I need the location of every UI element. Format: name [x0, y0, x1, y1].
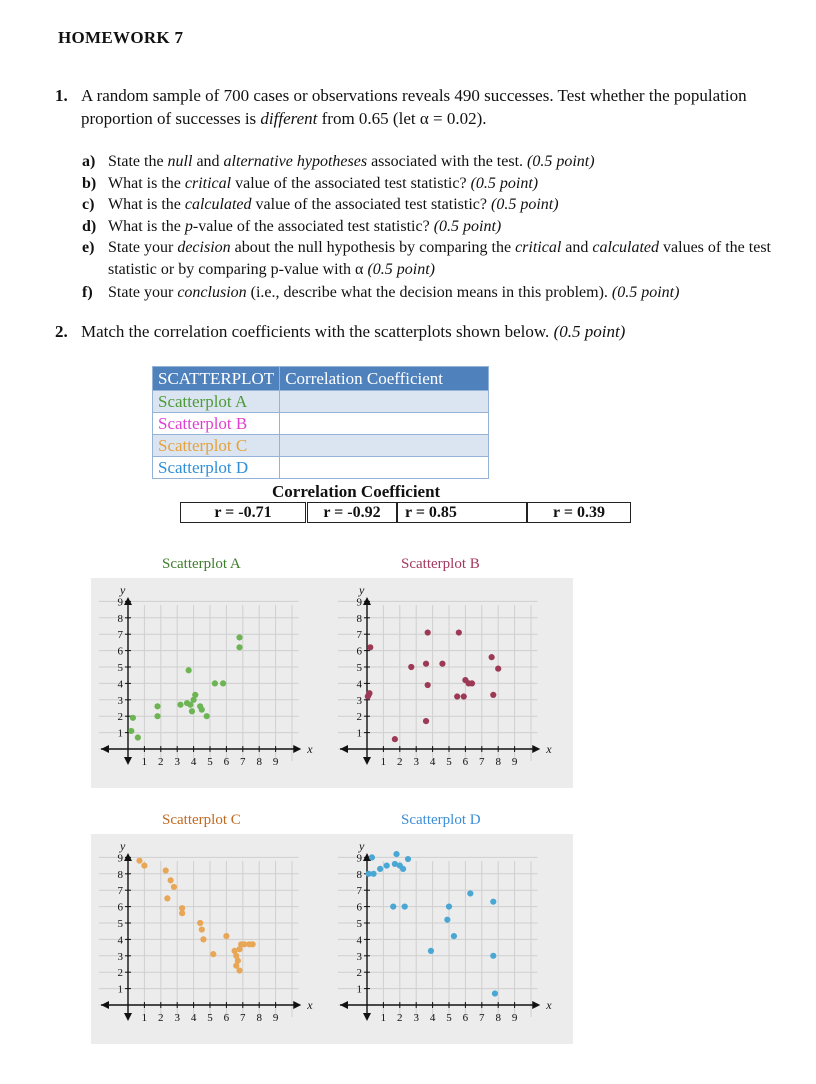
data-point [135, 734, 141, 740]
table-row [153, 413, 489, 435]
data-point [492, 990, 498, 996]
page-title: HOMEWORK 7 [58, 28, 184, 47]
y-tick-label: 1 [356, 983, 362, 996]
y-tick-label: 4 [117, 934, 123, 947]
y-tick-label: 8 [356, 868, 362, 881]
data-point [490, 692, 496, 698]
y-tick-label: 6 [356, 901, 362, 914]
option-r-085: r = 0.85 [397, 502, 527, 523]
data-point [469, 680, 475, 686]
data-point [495, 666, 501, 672]
x-tick-label: 6 [462, 756, 469, 768]
data-point [212, 680, 218, 686]
data-point [370, 871, 376, 877]
x-tick-label: 1 [141, 756, 148, 768]
scatterplot-a [91, 578, 334, 788]
x-tick-label: 8 [495, 756, 501, 768]
data-point [369, 854, 375, 860]
y-tick-label: 9 [356, 852, 362, 865]
data-point [461, 693, 467, 699]
scatterplot-c-title: Scatterplot C [162, 812, 241, 828]
data-point [177, 702, 183, 708]
part-b: b) What is the critical value of the associated test statistic? (0.5 point) [82, 174, 539, 192]
table-row [153, 391, 489, 413]
data-point [393, 851, 399, 857]
data-point [189, 708, 195, 714]
x-arrow-icon [293, 745, 301, 753]
y-axis-label: y [359, 583, 365, 597]
x-arrow-icon [293, 1001, 301, 1009]
y-tick-label: 2 [117, 711, 123, 724]
x-tick-label: 7 [479, 756, 485, 768]
data-point [402, 904, 408, 910]
y-tick-label: 9 [356, 596, 362, 609]
part-e: e) State your decision about the null hypothesis by comparing the critical and calculated values of the test statistic or by comparing p-value with α (0.5 point) [82, 239, 771, 278]
answer-cell-d[interactable] [280, 457, 489, 479]
x-tick-label: 5 [207, 1012, 213, 1024]
data-point [390, 904, 396, 910]
data-point [210, 951, 216, 957]
y-arrow-down-icon [363, 1013, 371, 1021]
scatterplot-b-title: Scatterplot B [401, 556, 480, 572]
data-point [439, 661, 445, 667]
data-point [154, 713, 160, 719]
data-point [141, 863, 147, 869]
part-d: d) What is the p-value of the associated test statistic? (0.5 point) [82, 217, 502, 235]
grid [99, 857, 299, 1017]
data-point [235, 958, 241, 964]
data-point [192, 692, 198, 698]
x-tick-label: 2 [158, 756, 164, 768]
data-point [171, 884, 177, 890]
x-tick-label: 4 [429, 756, 436, 768]
y-axis-label: y [359, 839, 365, 853]
y-tick-label: 5 [117, 662, 123, 674]
data-point [444, 917, 450, 923]
row-label-d: Scatterplot D [153, 457, 280, 479]
part-f: f) State your conclusion (i.e., describe what the decision means in this problem). (0.5 point) [82, 284, 680, 301]
data-point [366, 690, 372, 696]
data-point [405, 856, 411, 862]
option-r-neg-092: r = -0.92 [307, 502, 397, 523]
data-point [425, 629, 431, 635]
data-point [367, 644, 373, 650]
x-tick-label: 9 [511, 1012, 518, 1024]
x-tick-label: 2 [158, 1012, 164, 1024]
x-tick-label: 5 [446, 1012, 452, 1024]
question-1-number: 1. [55, 86, 68, 105]
grid [338, 857, 538, 1017]
x-tick-label: 8 [256, 1012, 262, 1024]
x-axis-label: x [546, 998, 552, 1012]
y-tick-label: 1 [356, 727, 362, 740]
data-point [164, 895, 170, 901]
data-point [130, 715, 136, 721]
x-tick-label: 2 [397, 1012, 403, 1024]
data-point [489, 654, 495, 660]
x-tick-label: 6 [462, 1012, 469, 1024]
x-tick-label: 9 [272, 756, 279, 768]
x-tick-label: 9 [511, 756, 518, 768]
y-tick-label: 1 [117, 727, 123, 740]
grid [338, 601, 538, 761]
y-tick-label: 3 [356, 694, 362, 707]
data-point [423, 718, 429, 724]
x-tick-label: 5 [446, 756, 452, 768]
table-row [153, 435, 489, 457]
data-point [456, 629, 462, 635]
x-arrow-icon [532, 745, 540, 753]
x-tick-label: 9 [272, 1012, 279, 1024]
y-tick-label: 8 [356, 612, 362, 625]
x-axis-label: x [307, 742, 313, 756]
y-tick-label: 6 [117, 901, 123, 914]
y-tick-label: 6 [356, 645, 362, 658]
data-point [446, 904, 452, 910]
data-point [392, 736, 398, 742]
x-tick-label: 8 [495, 1012, 501, 1024]
x-arrow-left-icon [101, 745, 109, 753]
data-point [204, 713, 210, 719]
scatterplot-b [330, 578, 573, 788]
y-tick-label: 7 [356, 629, 362, 642]
x-tick-label: 2 [397, 756, 403, 768]
data-point [163, 867, 169, 873]
x-tick-label: 5 [207, 756, 213, 768]
x-tick-label: 3 [413, 1012, 419, 1024]
answer-cell-a[interactable] [280, 391, 489, 413]
data-point [128, 728, 134, 734]
y-tick-label: 6 [117, 645, 123, 658]
scatterplot-a-title: Scatterplot A [162, 556, 241, 572]
data-point [236, 644, 242, 650]
x-tick-label: 3 [174, 1012, 180, 1024]
x-tick-label: 7 [240, 756, 246, 768]
row-label-b: Scatterplot B [153, 413, 280, 435]
y-tick-label: 8 [117, 612, 123, 625]
y-tick-label: 8 [117, 868, 123, 881]
y-axis-label: y [120, 583, 126, 597]
x-tick-label: 3 [413, 756, 419, 768]
x-tick-label: 4 [190, 756, 197, 768]
data-point [168, 877, 174, 883]
option-r-neg-071: r = -0.71 [180, 502, 306, 523]
data-point [179, 910, 185, 916]
data-point [490, 899, 496, 905]
question-2-number: 2. [55, 322, 68, 341]
x-tick-label: 6 [223, 1012, 230, 1024]
x-tick-label: 1 [380, 1012, 387, 1024]
x-arrow-icon [532, 1001, 540, 1009]
data-point [467, 890, 473, 896]
x-tick-label: 6 [223, 756, 230, 768]
part-c: c) What is the calculated value of the associated test statistic? (0.5 point) [82, 196, 559, 213]
data-point [200, 936, 206, 942]
question-1 [55, 84, 775, 130]
data-point [408, 664, 414, 670]
y-tick-label: 3 [356, 950, 362, 963]
scatterplot-c [91, 834, 334, 1044]
row-label-c: Scatterplot C [153, 435, 280, 457]
y-axis-label: y [120, 839, 126, 853]
grid [99, 601, 299, 761]
y-tick-label: 9 [117, 852, 123, 865]
answer-cell-b[interactable] [280, 413, 489, 435]
y-tick-label: 7 [356, 885, 362, 898]
data-point [154, 703, 160, 709]
data-point [236, 967, 242, 973]
data-point [428, 948, 434, 954]
x-axis-label: x [307, 998, 313, 1012]
y-arrow-down-icon [124, 757, 132, 765]
data-point [186, 667, 192, 673]
y-tick-label: 4 [117, 678, 123, 691]
correlation-options-title: Correlation Coefficient [272, 482, 441, 501]
y-arrow-down-icon [124, 1013, 132, 1021]
data-point [136, 858, 142, 864]
y-tick-label: 3 [117, 950, 123, 963]
data-point [223, 933, 229, 939]
x-tick-label: 7 [240, 1012, 246, 1024]
x-tick-label: 8 [256, 756, 262, 768]
x-arrow-left-icon [340, 1001, 348, 1009]
data-point [451, 933, 457, 939]
y-tick-label: 1 [117, 983, 123, 996]
y-tick-label: 4 [356, 678, 362, 691]
x-axis-label: x [546, 742, 552, 756]
data-point [377, 866, 383, 872]
y-tick-label: 5 [356, 918, 362, 930]
question-1-text: A random sample of 700 cases or observations reveals 490 successes. Test whether the population proportion of successes is different from 0.65 (let α = 0.02). [81, 86, 747, 128]
part-a: a) State the null and alternative hypotheses associated with the test. (0.5 point) [82, 153, 595, 170]
x-arrow-left-icon [101, 1001, 109, 1009]
x-tick-label: 1 [380, 756, 387, 768]
y-arrow-down-icon [363, 757, 371, 765]
x-arrow-left-icon [340, 745, 348, 753]
y-tick-label: 9 [117, 596, 123, 609]
question-1-parts [82, 151, 782, 304]
y-tick-label: 7 [117, 885, 123, 898]
data-point [199, 926, 205, 932]
question-2 [55, 322, 775, 342]
y-tick-label: 2 [117, 967, 123, 980]
scatterplot-d [330, 834, 573, 1044]
x-tick-label: 7 [479, 1012, 485, 1024]
table-header-scatterplot: SCATTERPLOT [153, 367, 280, 391]
y-tick-label: 4 [356, 934, 362, 947]
data-point [250, 941, 256, 947]
matching-table [152, 366, 489, 479]
data-point [384, 863, 390, 869]
data-point [490, 953, 496, 959]
data-point [423, 661, 429, 667]
x-tick-label: 4 [429, 1012, 436, 1024]
y-tick-label: 2 [356, 967, 362, 980]
data-point [236, 634, 242, 640]
scatterplot-d-title: Scatterplot D [401, 812, 481, 828]
data-point [400, 866, 406, 872]
y-tick-label: 5 [117, 918, 123, 930]
option-r-039: r = 0.39 [527, 502, 631, 523]
x-tick-label: 1 [141, 1012, 148, 1024]
data-point [199, 707, 205, 713]
y-tick-label: 7 [117, 629, 123, 642]
table-header-correlation: Correlation Coefficient [280, 367, 489, 391]
y-tick-label: 2 [356, 711, 362, 724]
row-label-a: Scatterplot A [153, 391, 280, 413]
x-tick-label: 3 [174, 756, 180, 768]
y-tick-label: 3 [117, 694, 123, 707]
data-point [220, 680, 226, 686]
table-row [153, 457, 489, 479]
question-2-text: Match the correlation coefficients with the scatterplots shown below. (0.5 point) [81, 322, 626, 341]
x-tick-label: 4 [190, 1012, 197, 1024]
answer-cell-c[interactable] [280, 435, 489, 457]
y-tick-label: 5 [356, 662, 362, 674]
data-point [197, 920, 203, 926]
data-point [425, 682, 431, 688]
data-point [454, 693, 460, 699]
